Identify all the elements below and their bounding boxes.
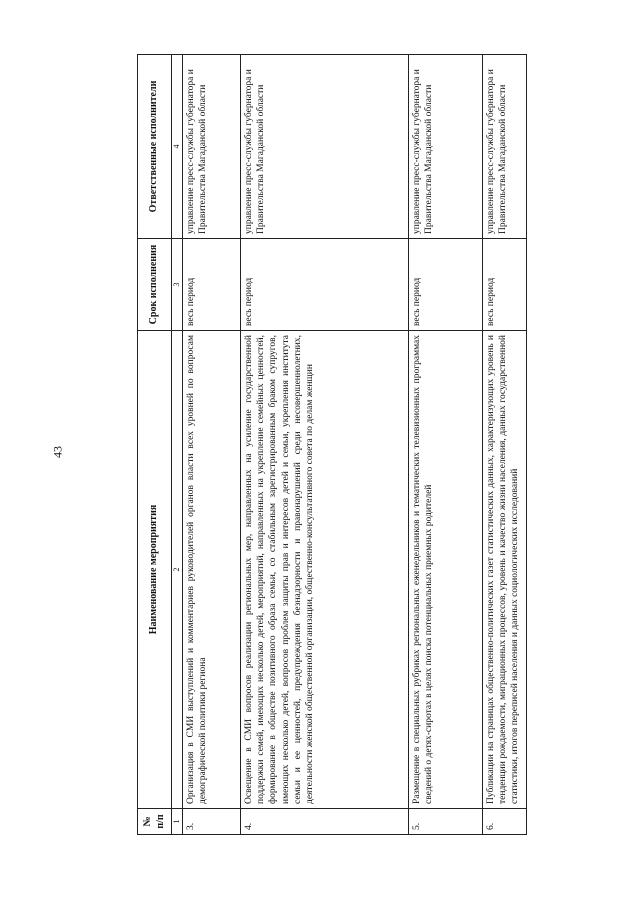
row-activity: Публикации на страницах общественно-политических газет статистических данных, характеризующих уровень и тенденции рождаемости, миграционных процессов, уровень и качество жизни населения, данных государственной статистики, итогов переписей населения и данных социологических исследований	[483, 331, 527, 809]
table-row	[409, 55, 483, 835]
table-header-row	[138, 55, 172, 835]
row-number: 3.	[183, 809, 241, 835]
table-row	[483, 55, 527, 835]
row-activity: Организация в СМИ выступлений и комментариев руководителей органов власти всех уровней по вопросам демографической политики региона	[183, 331, 241, 809]
table-row	[241, 55, 409, 835]
header-activity: Наименование мероприятия	[138, 331, 172, 809]
row-executor: управление пресс-службы губернатора и Правительства Магаданской области	[409, 55, 483, 239]
row-executor: управление пресс-службы губернатора и Правительства Магаданской области	[241, 55, 409, 239]
row-executor: управление пресс-службы губернатора и Правительства Магаданской области	[183, 55, 241, 239]
row-activity: Освещение в СМИ вопросов реализации региональных мер, направленных на усиление государственной поддержки семей, имеющих несколько детей, мероприятий, направленных на укрепление семейных ценностей, формирование в обществе позитивного образа семьи, со стабильным зарегистрированным браком супругов, имеющих несколько детей, вопросов проблем защиты прав и интересов детей и семьи, укрепления института семьи и ее ценностей, предупреждения безнадзорности и правонарушений среди несовершеннолетних, деятельности женской общественной организации, общественно-консультативного совета по делам женщин	[241, 331, 409, 809]
page-number: 43	[50, 446, 65, 458]
row-number: 5.	[409, 809, 483, 835]
rotated-table-container	[137, 55, 527, 835]
row-activity: Размещение в специальных рубриках региональных еженедельников и тематических телевизионных программах сведений о детях-сиротах в целях поиска потенциальных приемных родителей	[409, 331, 483, 809]
table-row	[183, 55, 241, 835]
row-term: весь период	[409, 239, 483, 331]
row-term: весь период	[483, 239, 527, 331]
activities-table	[137, 54, 527, 835]
column-index-row	[172, 55, 183, 835]
row-number: 6.	[483, 809, 527, 835]
header-term: Срок исполнения	[138, 239, 172, 331]
row-number: 4.	[241, 809, 409, 835]
row-term: весь период	[183, 239, 241, 331]
column-index: 1	[172, 809, 183, 835]
header-number: № п/п	[138, 809, 172, 835]
header-executor: Ответственные исполнители	[138, 55, 172, 239]
row-term: весь период	[241, 239, 409, 331]
column-index: 2	[172, 331, 183, 809]
column-index: 3	[172, 239, 183, 331]
row-executor: управление пресс-службы губернатора и Правительства Магаданской области	[483, 55, 527, 239]
column-index: 4	[172, 55, 183, 239]
